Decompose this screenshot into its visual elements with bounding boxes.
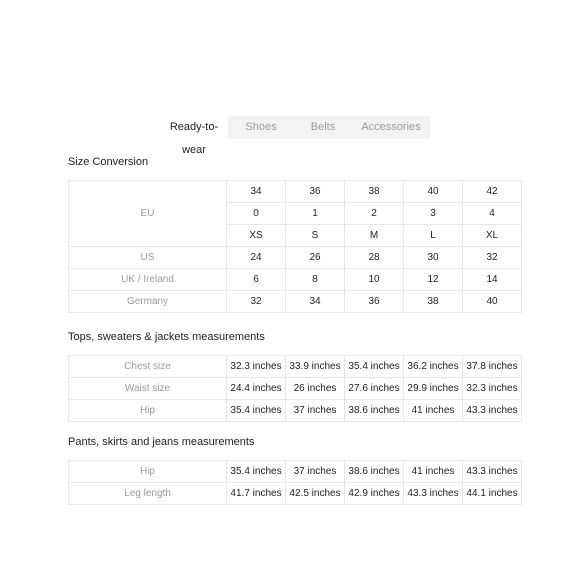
table-cell: 43.3 inches bbox=[404, 483, 463, 505]
table-row bbox=[69, 400, 522, 422]
table-cell: 43.3 inches bbox=[463, 461, 522, 483]
table-cell: 40 bbox=[404, 181, 463, 203]
table-cell: 26 bbox=[286, 247, 345, 269]
table-row bbox=[69, 291, 522, 313]
table-cell: 42.5 inches bbox=[286, 483, 345, 505]
table-cell: XS bbox=[227, 225, 286, 247]
table-cell: 44.1 inches bbox=[463, 483, 522, 505]
table-cell: 40 bbox=[463, 291, 522, 313]
table-cell: 2 bbox=[345, 203, 404, 225]
table-cell: 8 bbox=[286, 269, 345, 291]
table-row bbox=[69, 247, 522, 269]
table-cell: 14 bbox=[463, 269, 522, 291]
table-row bbox=[69, 181, 522, 203]
tops-measurements-table bbox=[68, 355, 522, 422]
tab-shoes[interactable]: Shoes bbox=[228, 116, 294, 139]
row-label-hip: Hip bbox=[69, 400, 227, 422]
table-cell: 38 bbox=[404, 291, 463, 313]
row-label-chest-size: Chest size bbox=[69, 356, 227, 378]
row-label-germany: Germany bbox=[69, 291, 227, 313]
table-cell: 36 bbox=[286, 181, 345, 203]
table-cell: 41 inches bbox=[404, 461, 463, 483]
row-label-eu: EU bbox=[69, 181, 227, 247]
table-cell: 6 bbox=[227, 269, 286, 291]
row-label-us: US bbox=[69, 247, 227, 269]
table-cell: 36 bbox=[345, 291, 404, 313]
table-cell: 26 inches bbox=[286, 378, 345, 400]
table-cell: 34 bbox=[286, 291, 345, 313]
table-cell: XL bbox=[463, 225, 522, 247]
tops-measurements-heading: Tops, sweaters & jackets measurements bbox=[68, 331, 265, 343]
table-row bbox=[69, 461, 522, 483]
table-cell: 35.4 inches bbox=[227, 400, 286, 422]
table-cell: 27.6 inches bbox=[345, 378, 404, 400]
tab-ready-to-wear[interactable]: Ready-to-wear bbox=[160, 116, 228, 139]
table-cell: 41 inches bbox=[404, 400, 463, 422]
tab-belts[interactable]: Belts bbox=[294, 116, 352, 139]
size-conversion-table bbox=[68, 180, 522, 313]
table-cell: 10 bbox=[345, 269, 404, 291]
table-cell: 43.3 inches bbox=[463, 400, 522, 422]
table-cell: 32.3 inches bbox=[227, 356, 286, 378]
table-cell: 28 bbox=[345, 247, 404, 269]
category-tabs bbox=[160, 116, 430, 156]
table-cell: 42.9 inches bbox=[345, 483, 404, 505]
pants-measurements-heading: Pants, skirts and jeans measurements bbox=[68, 436, 255, 448]
table-row bbox=[69, 378, 522, 400]
table-cell: 37 inches bbox=[286, 461, 345, 483]
table-cell: 35.4 inches bbox=[227, 461, 286, 483]
tab-accessories[interactable]: Accessories bbox=[352, 116, 430, 139]
table-cell: 3 bbox=[404, 203, 463, 225]
table-cell: S bbox=[286, 225, 345, 247]
table-cell: 1 bbox=[286, 203, 345, 225]
row-label-waist-size: Waist size bbox=[69, 378, 227, 400]
table-cell: 29.9 inches bbox=[404, 378, 463, 400]
table-cell: 35.4 inches bbox=[345, 356, 404, 378]
row-label-leg-length: Leg length bbox=[69, 483, 227, 505]
table-cell: M bbox=[345, 225, 404, 247]
size-conversion-heading: Size Conversion bbox=[68, 156, 149, 168]
row-label-uk-ireland: UK / Ireland bbox=[69, 269, 227, 291]
table-cell: 34 bbox=[227, 181, 286, 203]
table-cell: 32.3 inches bbox=[463, 378, 522, 400]
table-cell: 4 bbox=[463, 203, 522, 225]
row-label-hip: Hip bbox=[69, 461, 227, 483]
table-cell: 38.6 inches bbox=[345, 461, 404, 483]
table-cell: 38.6 inches bbox=[345, 400, 404, 422]
table-cell: 38 bbox=[345, 181, 404, 203]
table-cell: 41.7 inches bbox=[227, 483, 286, 505]
table-cell: 12 bbox=[404, 269, 463, 291]
table-row bbox=[69, 269, 522, 291]
table-row bbox=[69, 356, 522, 378]
table-cell: 30 bbox=[404, 247, 463, 269]
table-cell: 24 bbox=[227, 247, 286, 269]
table-cell: 24.4 inches bbox=[227, 378, 286, 400]
table-cell: 32 bbox=[227, 291, 286, 313]
table-cell: 42 bbox=[463, 181, 522, 203]
pants-measurements-table bbox=[68, 460, 522, 505]
table-cell: 37 inches bbox=[286, 400, 345, 422]
table-cell: 37.8 inches bbox=[463, 356, 522, 378]
table-cell: 32 bbox=[463, 247, 522, 269]
table-cell: L bbox=[404, 225, 463, 247]
table-cell: 36.2 inches bbox=[404, 356, 463, 378]
table-cell: 33.9 inches bbox=[286, 356, 345, 378]
table-row bbox=[69, 483, 522, 505]
table-cell: 0 bbox=[227, 203, 286, 225]
